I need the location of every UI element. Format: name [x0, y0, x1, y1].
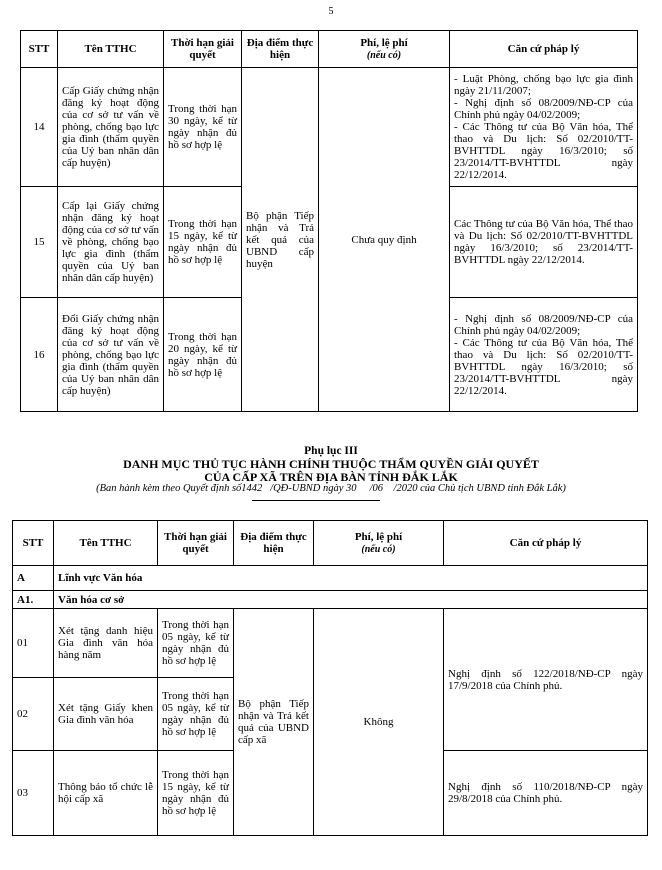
section-label: Lĩnh vực Văn hóa — [54, 566, 648, 591]
cell-thoihan: Trong thời hạn 15 ngày, kể từ ngày nhận đủ hồ sơ hợp lệ — [158, 751, 234, 836]
cell-stt: 15 — [21, 187, 58, 298]
header-stt: STT — [13, 521, 54, 566]
cell-stt: 03 — [13, 751, 54, 836]
cell-thoihan: Trong thời hạn 05 ngày, kể từ ngày nhận đủ hồ sơ hợp lệ — [158, 609, 234, 678]
header-diadiem: Địa điểm thực hiện — [234, 521, 314, 566]
table-row — [13, 609, 648, 678]
header-ten: Tên TTHC — [58, 31, 164, 68]
cell-phi: Chưa quy định — [319, 68, 450, 412]
cell-thoihan: Trong thời hạn 30 ngày, kể từ ngày nhận đủ hồ sơ hợp lệ — [164, 68, 242, 187]
cell-ten: Thông báo tổ chức lễ hội cấp xã — [54, 751, 158, 836]
cell-cancu: Nghị định số 122/2018/NĐ-CP ngày 17/9/2018 của Chính phủ. — [444, 609, 648, 751]
divider — [252, 500, 380, 501]
cell-cancu: Nghị định số 110/2018/NĐ-CP ngày 29/8/2018 của Chính phủ. — [444, 751, 648, 836]
page-number: 5 — [328, 6, 334, 17]
cell-cancu: - Luật Phòng, chống bạo lực gia đình ngày 21/11/2007; - Nghị định số 08/2009/NĐ-CP của Chính phủ ngày 04/02/2009; - Các Thông tư của Bộ Văn hóa, Thể thao và Du lịch: Số 02/2010/TT-BVHTTDL ngày 16/3/2010; số 23/2014/TT-BVHTTDL ngày 22/12/2014. — [450, 68, 638, 187]
header-phi: Phí, lệ phí (nếu có) — [319, 31, 450, 68]
subsection-code: A1. — [13, 591, 54, 609]
header-phi: Phí, lệ phí (nếu có) — [314, 521, 444, 566]
appendix-title-2: CỦA CẤP XÃ TRÊN ĐỊA BÀN TỈNH ĐẮK LẮK — [204, 470, 458, 484]
cell-ten: Xét tặng Giấy khen Gia đình văn hóa — [54, 678, 158, 751]
section-row — [13, 566, 648, 591]
cell-ten: Đổi Giấy chứng nhận đăng ký hoạt động của cơ sở tư vấn về phòng, chống bạo lực gia đình (thẩm quyền của Uỷ ban nhân dân cấp huyện) — [58, 298, 164, 412]
cell-stt: 14 — [21, 68, 58, 187]
cell-diadiem: Bộ phận Tiếp nhận và Trả kết quả của UBND cấp xã — [234, 609, 314, 836]
cell-cancu: Các Thông tư của Bộ Văn hóa, Thể thao và Du lịch: Số 02/2010/TT-BVHTTDL ngày 16/3/2010; số 23/2014/TT-BVHTTDL ngày 22/12/2014. — [450, 187, 638, 298]
section-code: A — [13, 566, 54, 591]
appendix-title-1: DANH MỤC THỦ TỤC HÀNH CHÍNH THUỘC THẨM QUYỀN GIẢI QUYẾT — [123, 457, 539, 471]
table-header-row — [13, 521, 648, 566]
table-row — [21, 68, 638, 187]
header-cancu: Căn cứ pháp lý — [450, 31, 638, 68]
header-thoihan: Thời hạn giải quyết — [164, 31, 242, 68]
procedures-table-commune — [12, 520, 648, 836]
cell-ten: Xét tặng danh hiệu Gia đình văn hóa hàng năm — [54, 609, 158, 678]
appendix-subtitle: (Ban hành kèm theo Quyết định số1442 /QĐ-UBND ngày 30 /06 /2020 của Chủ tịch UBND tỉnh Đắk Lắk) — [96, 483, 566, 494]
subsection-row — [13, 591, 648, 609]
header-diadiem: Địa điểm thực hiện — [242, 31, 319, 68]
table-header-row — [21, 31, 638, 68]
cell-thoihan: Trong thời hạn 05 ngày, kể từ ngày nhận đủ hồ sơ hợp lệ — [158, 678, 234, 751]
cell-ten: Cấp Giấy chứng nhận đăng ký hoạt động của cơ sở tư vấn về phòng, chống bạo lực gia đình (thẩm quyền của Uỷ ban nhân dân cấp huyện) — [58, 68, 164, 187]
appendix-label: Phụ lục III — [304, 445, 358, 457]
cell-stt: 01 — [13, 609, 54, 678]
header-ten: Tên TTHC — [54, 521, 158, 566]
cell-phi: Không — [314, 609, 444, 836]
procedures-table-district — [20, 30, 638, 412]
cell-stt: 02 — [13, 678, 54, 751]
cell-thoihan: Trong thời hạn 15 ngày, kể từ ngày nhận đủ hồ sơ hợp lệ — [164, 187, 242, 298]
cell-cancu: - Nghị định số 08/2009/NĐ-CP của Chính phủ ngày 04/02/2009; - Các Thông tư của Bộ Văn hóa, Thể thao và Du lịch: Số 02/2010/TT-BVHTTDL ngày 16/3/2010; số 23/2014/TT-BVHTTDL ngày 22/12/2014. — [450, 298, 638, 412]
cell-diadiem: Bộ phận Tiếp nhận và Trả kết quả của UBND cấp huyện — [242, 68, 319, 412]
cell-stt: 16 — [21, 298, 58, 412]
cell-thoihan: Trong thời hạn 20 ngày, kể từ ngày nhận đủ hồ sơ hợp lệ — [164, 298, 242, 412]
header-cancu: Căn cứ pháp lý — [444, 521, 648, 566]
header-thoihan: Thời hạn giải quyết — [158, 521, 234, 566]
cell-ten: Cấp lại Giấy chứng nhận đăng ký hoạt động của cơ sở tư vấn về phòng, chống bạo lực gia đình (thẩm quyền của Uỷ ban nhân dân cấp huyện) — [58, 187, 164, 298]
header-stt: STT — [21, 31, 58, 68]
subsection-label: Văn hóa cơ sở — [54, 591, 648, 609]
